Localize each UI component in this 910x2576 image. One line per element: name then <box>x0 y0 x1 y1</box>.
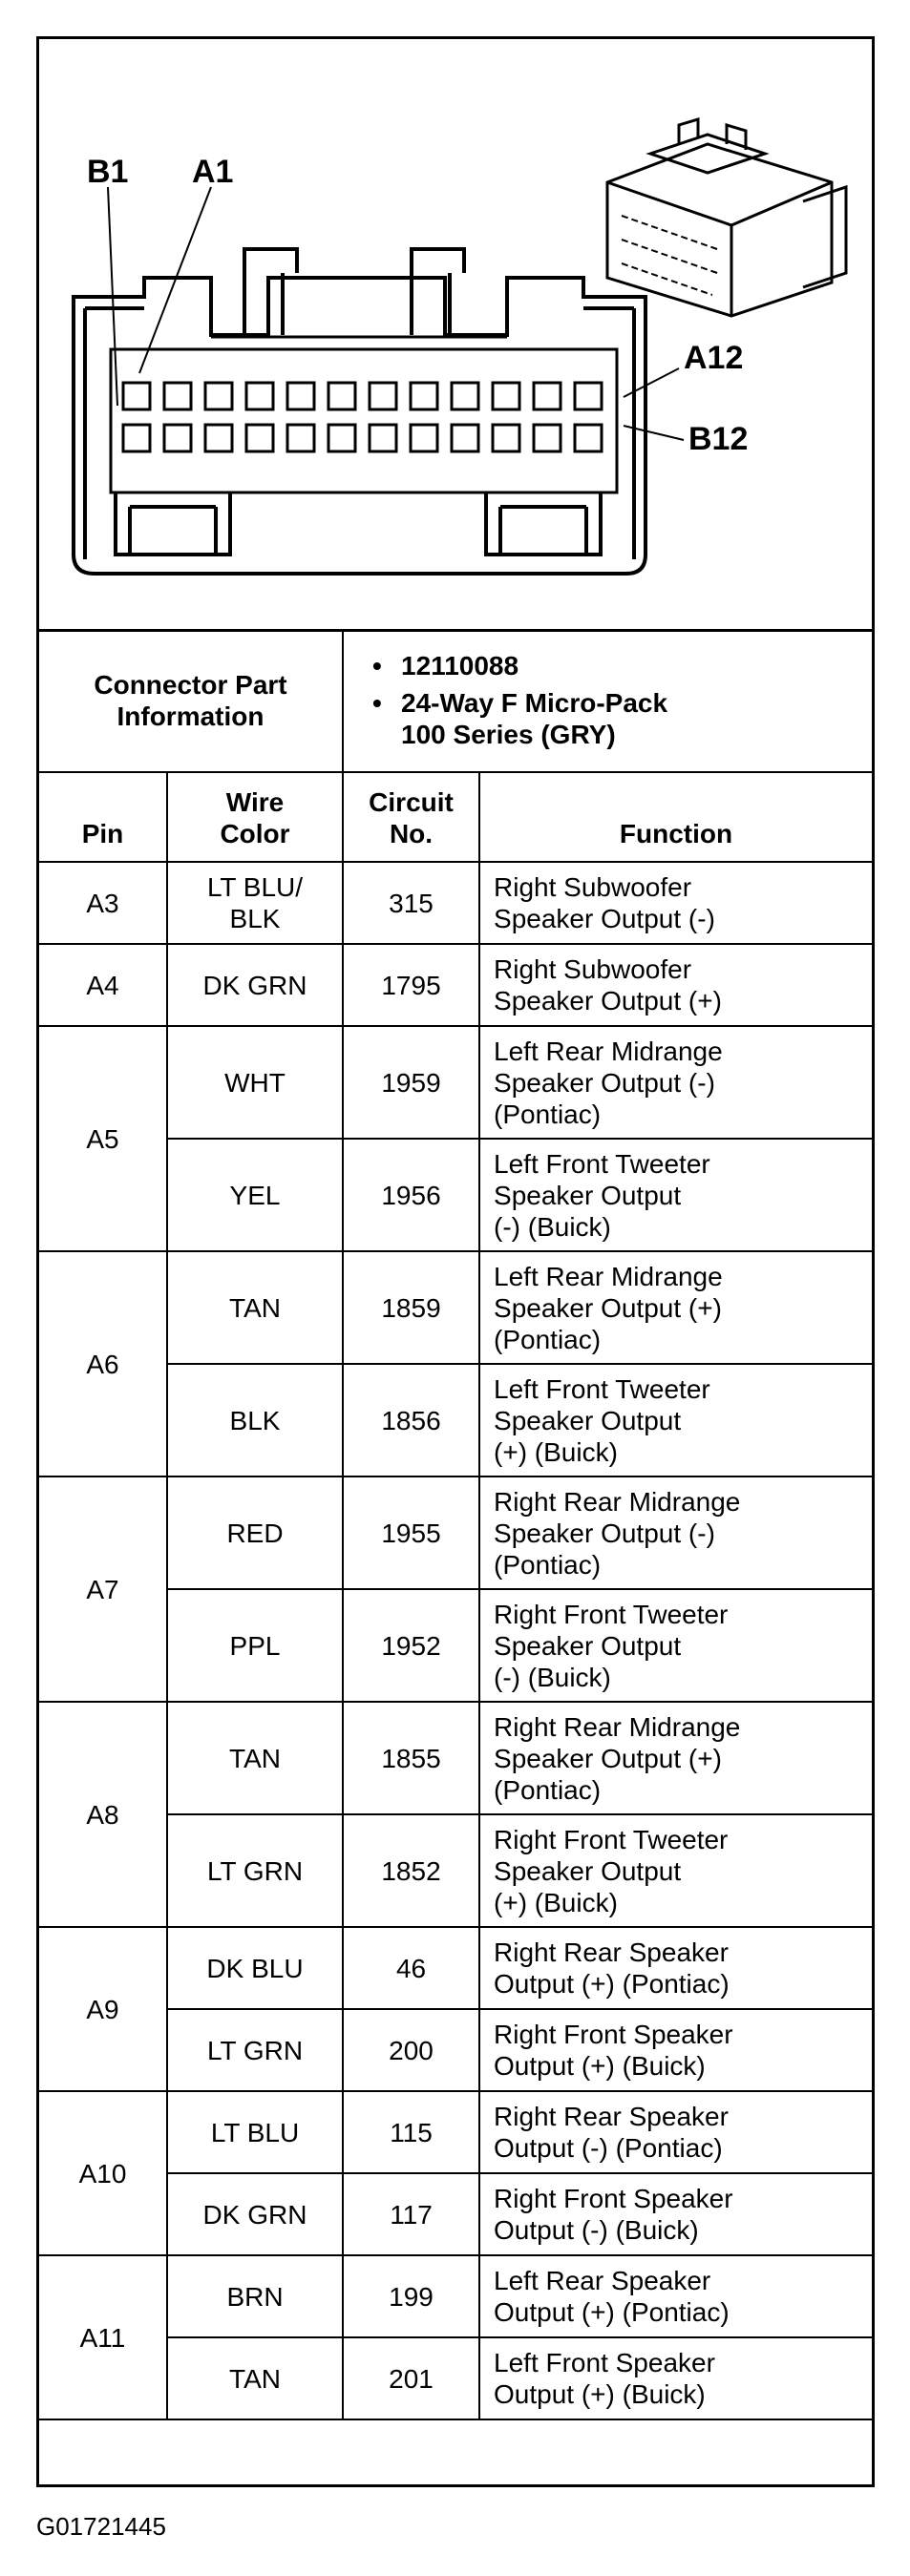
wire-color-cell: LT BLU <box>167 2091 343 2173</box>
pin-cavity <box>534 425 561 451</box>
wire-color-cell: DK BLU <box>167 1927 343 2009</box>
pin-cavity <box>205 383 232 409</box>
pin-cavity <box>164 425 191 451</box>
circuit-cell: 1955 <box>343 1476 479 1589</box>
wire-color-cell: WHT <box>167 1026 343 1139</box>
connector-info-label: Connector Part Information <box>39 629 343 772</box>
figure-id: G01721445 <box>36 2512 166 2541</box>
label-b12: B12 <box>688 421 749 457</box>
pin-cavity <box>246 383 273 409</box>
pin-cavity <box>370 425 396 451</box>
table-row <box>39 862 872 944</box>
pin-cavity <box>246 425 273 451</box>
connector-diagram <box>39 39 872 632</box>
function-cell: Right Subwoofer Speaker Output (-) <box>479 862 872 944</box>
connector-document <box>36 36 875 2487</box>
pin-cell: A9 <box>39 1927 167 2091</box>
function-cell: Left Front Tweeter Speaker Output (+) (Buick) <box>479 1364 872 1476</box>
function-cell: Left Rear Midrange Speaker Output (-) (Pontiac) <box>479 1026 872 1139</box>
pin-cavity <box>287 425 314 451</box>
pin-cell: A10 <box>39 2091 167 2255</box>
circuit-cell: 115 <box>343 2091 479 2173</box>
pin-cavity <box>534 383 561 409</box>
pin-cavity <box>575 383 602 409</box>
function-cell: Right Front Tweeter Speaker Output (+) (Buick) <box>479 1814 872 1927</box>
table-row <box>39 1702 872 1814</box>
pin-cavity <box>575 425 602 451</box>
wire-color-cell: TAN <box>167 1251 343 1364</box>
label-b1: B1 <box>87 154 129 190</box>
pin-cavity <box>411 425 437 451</box>
table-row <box>39 1927 872 2009</box>
pin-cell: A6 <box>39 1251 167 1476</box>
function-cell: Right Subwoofer Speaker Output (+) <box>479 944 872 1026</box>
pin-cavity-grid <box>123 383 602 451</box>
circuit-cell: 200 <box>343 2009 479 2091</box>
circuit-cell: 1959 <box>343 1026 479 1139</box>
circuit-cell: 1956 <box>343 1139 479 1251</box>
wire-color-cell: DK GRN <box>167 944 343 1026</box>
header-function: Function <box>479 772 872 862</box>
function-cell: Left Front Speaker Output (+) (Buick) <box>479 2337 872 2419</box>
function-cell: Left Rear Midrange Speaker Output (+) (Pontiac) <box>479 1251 872 1364</box>
table-row <box>39 1026 872 1139</box>
header-circuit-no: Circuit No. <box>343 772 479 862</box>
function-cell: Left Rear Speaker Output (+) (Pontiac) <box>479 2255 872 2337</box>
circuit-cell: 1852 <box>343 1814 479 1927</box>
table-row <box>39 2255 872 2337</box>
circuit-cell: 117 <box>343 2173 479 2255</box>
pin-cell: A4 <box>39 944 167 1026</box>
wire-color-cell: PPL <box>167 1589 343 1702</box>
pin-cavity <box>411 383 437 409</box>
column-header-row <box>39 772 872 862</box>
pin-cavity <box>123 425 150 451</box>
wire-color-cell: LT GRN <box>167 1814 343 1927</box>
connector-info-row <box>39 629 872 772</box>
wire-color-cell: LT GRN <box>167 2009 343 2091</box>
connector-part-number: • 12110088 <box>372 650 872 681</box>
pin-cell: A5 <box>39 1026 167 1251</box>
header-wire-color: Wire Color <box>167 772 343 862</box>
table-row <box>39 2091 872 2173</box>
circuit-cell: 1856 <box>343 1364 479 1476</box>
circuit-cell: 1855 <box>343 1702 479 1814</box>
pin-cavity <box>123 383 150 409</box>
wire-color-cell: TAN <box>167 1702 343 1814</box>
function-cell: Right Front Speaker Output (-) (Buick) <box>479 2173 872 2255</box>
circuit-cell: 201 <box>343 2337 479 2419</box>
pin-cell: A7 <box>39 1476 167 1702</box>
table-row <box>39 1251 872 1364</box>
pin-cavity <box>205 425 232 451</box>
wire-color-cell: BRN <box>167 2255 343 2337</box>
pin-cavity <box>493 425 519 451</box>
pin-cavity <box>287 383 314 409</box>
pin-cavity <box>328 425 355 451</box>
connector-info-list <box>344 650 872 750</box>
pin-cavity <box>370 383 396 409</box>
circuit-cell: 315 <box>343 862 479 944</box>
pin-cavity <box>164 383 191 409</box>
wire-color-cell: RED <box>167 1476 343 1589</box>
function-cell: Right Rear Speaker Output (-) (Pontiac) <box>479 2091 872 2173</box>
function-cell: Right Rear Midrange Speaker Output (-) (Pontiac) <box>479 1476 872 1589</box>
pin-cell: A11 <box>39 2255 167 2419</box>
pin-cell: A3 <box>39 862 167 944</box>
wire-color-cell: BLK <box>167 1364 343 1476</box>
wire-color-cell: YEL <box>167 1139 343 1251</box>
table-row <box>39 1476 872 1589</box>
wire-color-cell: LT BLU/ BLK <box>167 862 343 944</box>
function-cell: Right Front Tweeter Speaker Output (-) (Buick) <box>479 1589 872 1702</box>
function-cell: Right Rear Midrange Speaker Output (+) (Pontiac) <box>479 1702 872 1814</box>
circuit-cell: 199 <box>343 2255 479 2337</box>
pin-cavity <box>452 383 478 409</box>
label-a1: A1 <box>192 154 234 190</box>
circuit-cell: 1859 <box>343 1251 479 1364</box>
pin-cavity <box>452 425 478 451</box>
pinout-table-body <box>39 629 872 2419</box>
function-cell: Right Rear Speaker Output (+) (Pontiac) <box>479 1927 872 2009</box>
table-row <box>39 944 872 1026</box>
connector-isometric-icon <box>607 119 846 316</box>
header-pin: Pin <box>39 772 167 862</box>
connector-description: • 24-Way F Micro-Pack 100 Series (GRY) <box>372 687 872 750</box>
pin-cavity <box>328 383 355 409</box>
connector-face-drawing <box>39 39 872 629</box>
connector-body <box>74 249 645 574</box>
circuit-cell: 1795 <box>343 944 479 1026</box>
circuit-cell: 46 <box>343 1927 479 2009</box>
pinout-table <box>39 629 872 2420</box>
circuit-cell: 1952 <box>343 1589 479 1702</box>
wire-color-cell: DK GRN <box>167 2173 343 2255</box>
label-a12: A12 <box>684 340 744 376</box>
function-cell: Left Front Tweeter Speaker Output (-) (Buick) <box>479 1139 872 1251</box>
wire-color-cell: TAN <box>167 2337 343 2419</box>
pin-cavity <box>493 383 519 409</box>
pin-cell: A8 <box>39 1702 167 1927</box>
function-cell: Right Front Speaker Output (+) (Buick) <box>479 2009 872 2091</box>
